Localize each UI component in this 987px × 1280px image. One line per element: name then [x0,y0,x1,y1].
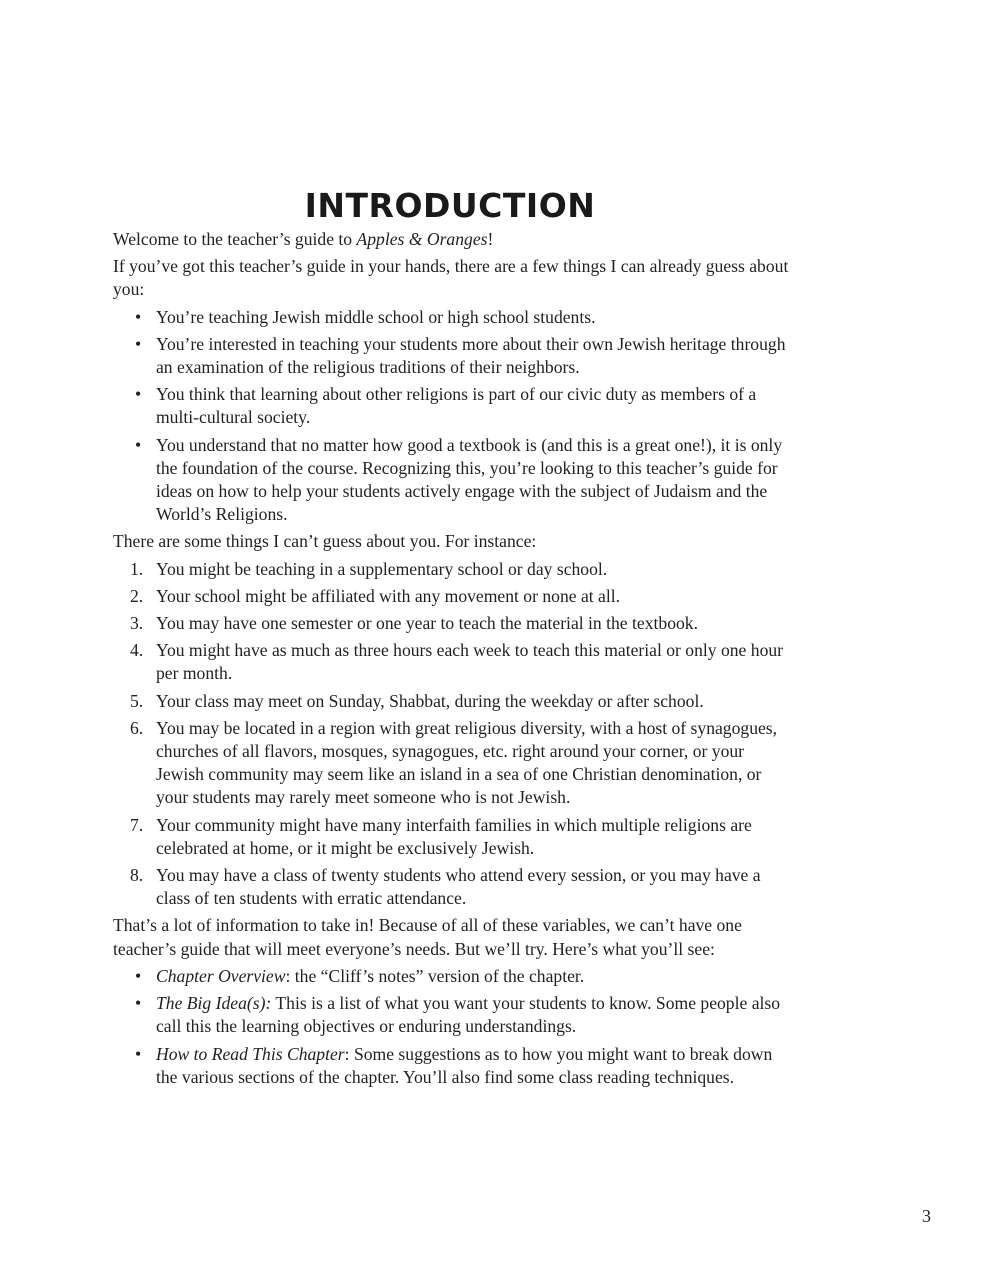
item-number: 7. [130,814,144,835]
list-item-text: Your school might be affiliated with any movement or none at all. [156,585,621,606]
feature-separator: : [285,965,295,986]
list-item-text: You might have as much as three hours each week to teach this material or only one hour per month. [156,640,784,684]
page-number: 3 [922,1206,931,1226]
list-item [113,717,793,810]
item-number: 5. [130,690,144,711]
welcome-suffix: ! [487,229,494,249]
bullet-icon: • [135,434,142,455]
list-item [113,639,793,685]
list-item [113,558,793,581]
list-item-text: Your community might have many interfaith families in which multiple religions are celebrated at home, or it might be exclusively Jewish. [156,814,752,858]
list-item [113,1043,793,1089]
feature-separator: : [344,1043,354,1064]
bullet-icon: • [135,306,142,327]
intro-paragraph: If you’ve got this teacher’s guide in your hands, there are a few things I can already guess about you: [113,256,789,300]
list-item-text: You may have one semester or one year to teach the material in the textbook. [156,613,698,634]
bullet-icon: • [135,384,142,405]
cant-guess-paragraph: There are some things I can’t guess about you. For instance: [113,531,537,552]
variables-paragraph: That’s a lot of information to take in! Because of all of these variables, we can’t have one teacher’s guide that will meet everyone’s needs. But we’ll try. Here’s what you’ll see: [113,915,742,959]
body-text [113,228,793,1093]
feature-term: The Big Idea(s): [156,993,272,1014]
item-number: 3. [130,613,144,634]
list-item [113,306,793,329]
bullet-icon: • [135,333,142,354]
list-item-text: You’re interested in teaching your students more about their own Jewish heritage through an examination of the religious traditions of their neighbors. [156,333,786,378]
list-item [113,585,793,608]
list-item [113,690,793,713]
list-item-text: Your class may meet on Sunday, Shabbat, during the weekday or after school. [156,690,704,711]
feature-description: Some suggestions as to how you might want to break down the various sections of the chapter. You’ll also find some class reading techniques. [156,1043,773,1087]
list-item [113,864,793,910]
feature-term: Chapter Overview [156,965,286,986]
guesses-list [113,306,793,527]
list-item [113,814,793,860]
list-item-text: You may be located in a region with great religious diversity, with a host of synagogues, churches of all flavors, mosques, synagogues, etc. right around your corner, or your Jewish community may seem like an island in a sea of one Christian denomination, or your students may rarely meet someone who is not Jewish. [156,717,778,808]
feature-description: the “Cliff’s notes” version of the chapter. [294,965,585,986]
list-item [113,383,793,429]
features-list [113,965,793,1089]
item-number: 6. [130,717,144,738]
list-item-text: You understand that no matter how good a textbook is (and this is a great one!), it is only the foundation of the course. Recognizing this, you’re looking to this teacher’s guide for ideas on how to help your students actively engage with the subject of Judaism and the World’s Religions. [156,434,783,525]
unknowns-list [113,558,793,911]
welcome-paragraph [113,228,793,251]
feature-description: This is a list of what you want your students to know. Some people also call this the learning objectives or enduring understandings. [156,993,781,1037]
list-item [113,965,793,988]
list-item [113,434,793,527]
book-title: Apples & Oranges [356,229,488,249]
bullet-icon: • [135,965,142,986]
item-number: 4. [130,640,144,661]
list-item-text: You may have a class of twenty students who attend every session, or you may have a class of ten students with erratic attendance. [156,865,761,909]
list-item [113,612,793,635]
feature-term: How to Read This Chapter [156,1043,345,1064]
list-item [113,992,793,1038]
welcome-text: Welcome to the teacher’s guide to [113,229,357,249]
list-item-text: You’re teaching Jewish middle school or high school students. [156,306,596,327]
item-number: 8. [130,865,144,886]
list-item-text: You think that learning about other religions is part of our civic duty as members of a multi-cultural society. [156,384,757,428]
list-item-text: You might be teaching in a supplementary school or day school. [156,558,608,579]
bullet-icon: • [135,1043,142,1064]
item-number: 2. [130,585,144,606]
list-item [113,333,793,379]
page-title: INTRODUCTION [304,186,596,226]
bullet-icon: • [135,993,142,1014]
item-number: 1. [130,558,144,579]
